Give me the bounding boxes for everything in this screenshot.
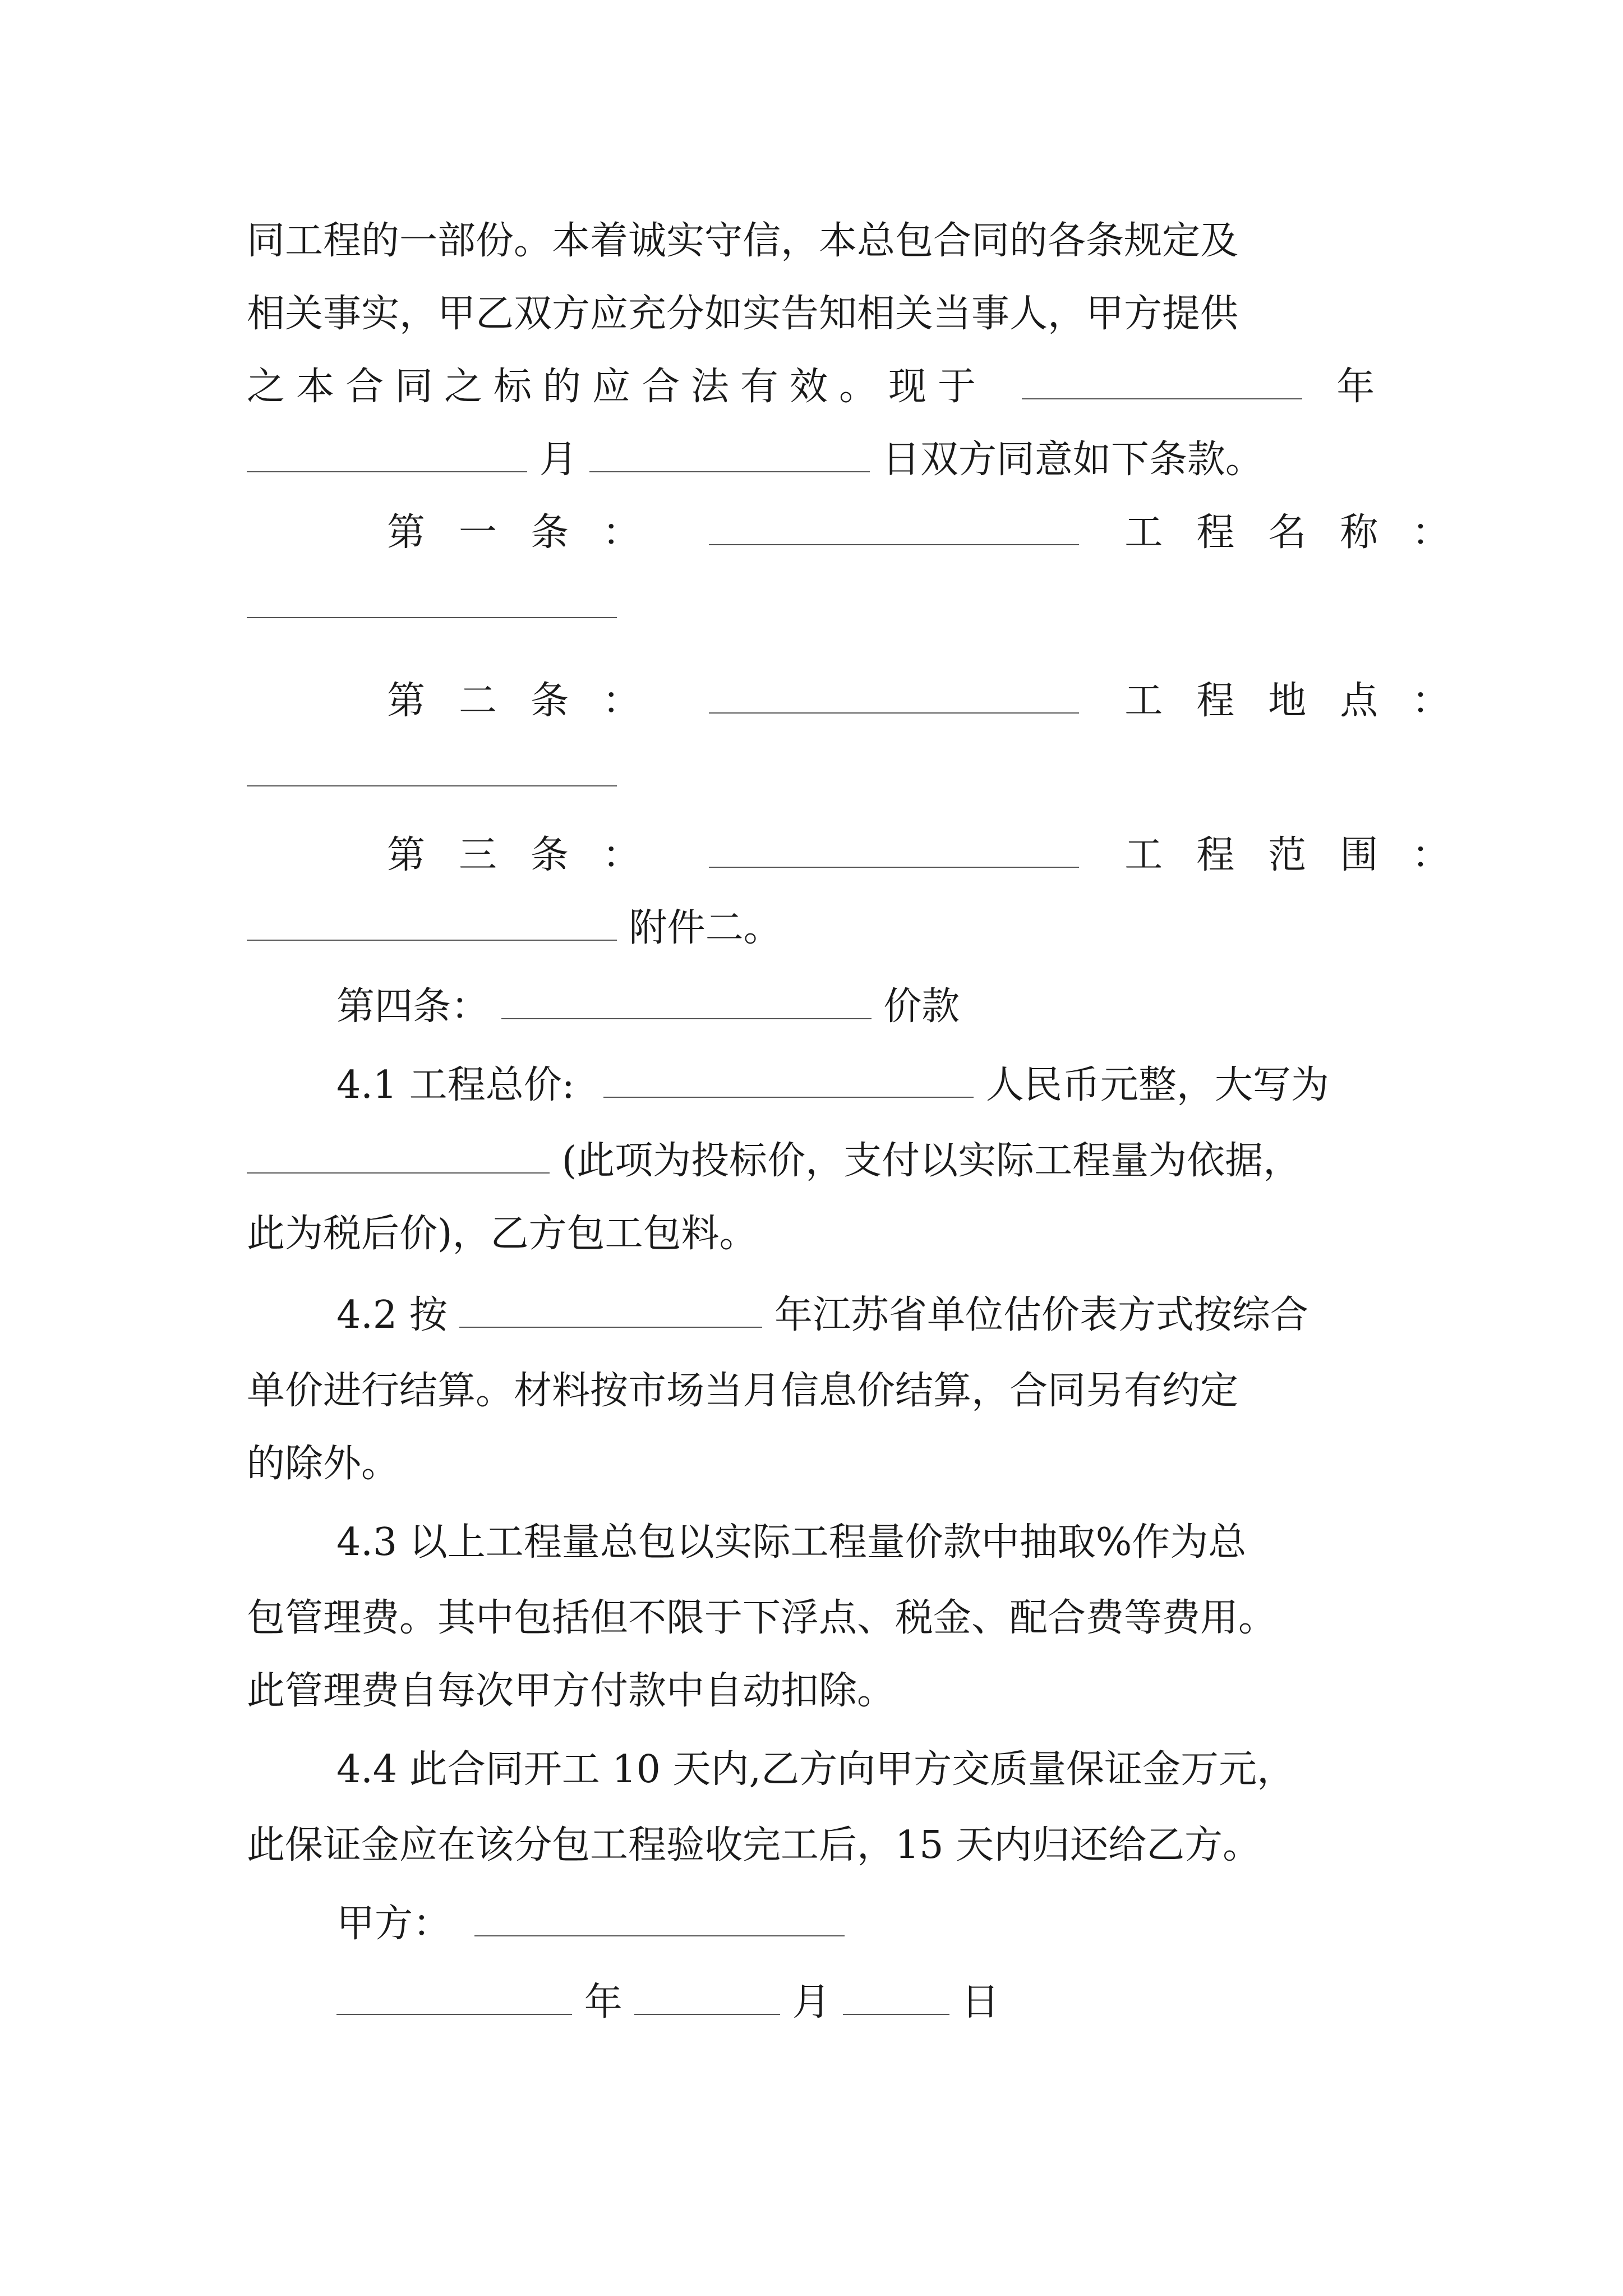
- article-1-line: [387, 502, 1484, 564]
- clause-4-2-line-3: [247, 1433, 1385, 1495]
- paragraph-line-1: [247, 210, 1385, 272]
- clause-4-4-text-b: 此保证金应在该分包工程验收完工后，15 天内归还给乙方。: [247, 1823, 1261, 1867]
- clause-4-4-text-a: 4.4 此合同开工 10 天内,乙方向甲方交质量保证金万元，: [336, 1747, 1295, 1792]
- article-3-line: [387, 825, 1484, 886]
- clause-4-3-line-2: [247, 1588, 1385, 1649]
- sign-year-blank[interactable]: [336, 1981, 572, 2015]
- clause-4-4-line-1: [336, 1739, 1385, 1801]
- article-1-title: 工程名称：: [1124, 510, 1484, 555]
- paragraph-line-2: [247, 283, 1385, 345]
- clause-4-4-line-2: [247, 1815, 1385, 1876]
- text-line-1: 同工程的一部份。本着诚实守信，本总包合同的各条规定及: [247, 219, 1239, 263]
- clause-4-1-line-3: [247, 1203, 1385, 1265]
- article-2-value-blank[interactable]: [247, 753, 617, 786]
- article-3-label: 第三条：: [387, 833, 675, 877]
- clause-4-3-line-3: [247, 1660, 1385, 1722]
- blank-day-field[interactable]: [589, 439, 870, 472]
- clause-4-2-line-1: [336, 1285, 1385, 1346]
- article-3-title: 工程范围：: [1124, 833, 1484, 877]
- clause-4-1-line-2: [247, 1130, 1385, 1192]
- blank-month-field[interactable]: [247, 439, 527, 472]
- article-4-title: 价款: [883, 984, 960, 1029]
- clause-4-1-text-b: (此项为投标价，支付以实际工程量为依据，: [561, 1139, 1302, 1183]
- clause-4-2-text-c: 的除外。: [247, 1442, 400, 1486]
- sign-month-label: 月: [792, 1980, 831, 2024]
- article-3-blank[interactable]: [709, 834, 1079, 868]
- article-3-value-blank[interactable]: [247, 907, 617, 941]
- clause-4-3-line-1: [336, 1512, 1385, 1573]
- paragraph-line-4: [247, 429, 1385, 491]
- valuation-year-blank[interactable]: [459, 1294, 762, 1328]
- price-in-words-blank[interactable]: [247, 1140, 550, 1174]
- paragraph-line-3: [247, 356, 1385, 418]
- article-4-label: 第四条：: [336, 984, 490, 1029]
- article-3-continuation: [247, 898, 1385, 959]
- clause-4-1-text-c: 此为税后价)，乙方包工包料。: [247, 1212, 758, 1256]
- sign-month-blank[interactable]: [634, 1981, 780, 2015]
- clause-4-1-text-a: 人民币元整，大写为: [985, 1063, 1329, 1107]
- clause-4-2-text-a: 年江苏省单位估价表方式按综合: [774, 1293, 1309, 1337]
- sign-day-label: 日: [961, 1980, 1000, 2024]
- clause-4-3-text-b: 包管理费。其中包括但不限于下浮点、税金、配合费等费用。: [247, 1596, 1277, 1640]
- article-2-line: [387, 670, 1484, 732]
- article-1-continuation: [247, 575, 1385, 637]
- article-1-label: 第一条：: [387, 510, 675, 555]
- total-price-blank[interactable]: [603, 1064, 974, 1098]
- clause-4-3-text-c: 此管理费自每次甲方付款中自动扣除。: [247, 1669, 896, 1713]
- party-a-signature-blank[interactable]: [474, 1903, 845, 1936]
- clause-4-2-line-2: [247, 1360, 1385, 1422]
- article-2-label: 第二条：: [387, 679, 675, 723]
- sign-day-blank[interactable]: [843, 1981, 949, 2015]
- text-line-3b: 年: [1336, 365, 1375, 409]
- text-line-4a: 月: [539, 438, 578, 482]
- text-line-3a: 之本合同之标的应合法有效。现于: [247, 365, 988, 409]
- signing-date-line: [336, 1972, 1385, 2033]
- clause-4-2-label: 4.2 按: [336, 1293, 448, 1337]
- article-2-blank[interactable]: [709, 680, 1079, 714]
- article-2-continuation: [247, 743, 1385, 805]
- clause-4-3-text-a: 4.3 以上工程量总包以实际工程量价款中抽取%作为总: [336, 1520, 1247, 1565]
- party-a-label: 甲方：: [336, 1902, 451, 1946]
- text-line-4b: 日双方同意如下条款。: [882, 438, 1264, 482]
- article-4-blank[interactable]: [501, 986, 872, 1019]
- clause-4-2-text-b: 单价进行结算。材料按市场当月信息价结算，合同另有约定: [247, 1369, 1239, 1413]
- article-1-blank[interactable]: [709, 512, 1079, 545]
- clause-4-1-line-1: [336, 1055, 1385, 1116]
- clause-4-1-label: 4.1 工程总价:: [336, 1063, 575, 1107]
- party-a-signature-line: [336, 1893, 1385, 1955]
- article-1-value-blank[interactable]: [247, 585, 617, 618]
- article-3-appendix: 附件二。: [629, 906, 782, 950]
- article-2-title: 工程地点：: [1124, 679, 1484, 723]
- blank-year-field[interactable]: [1022, 366, 1302, 399]
- sign-year-label: 年: [584, 1980, 623, 2024]
- text-line-2: 相关事实，甲乙双方应充分如实告知相关当事人，甲方提供: [247, 292, 1239, 336]
- article-4-line: [336, 976, 1385, 1038]
